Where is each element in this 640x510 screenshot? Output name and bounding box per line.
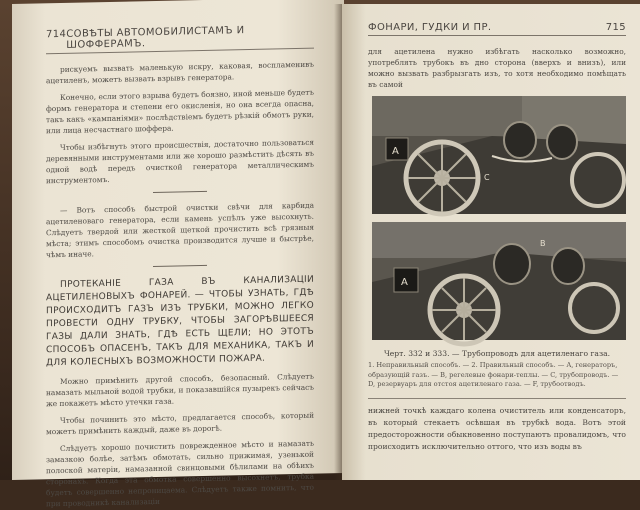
figure-caption	[368, 348, 626, 390]
right-body-paragraph: нижней точкѣ каждаго колена очиститель или конденсаторъ, въ который стекаетъ осѣвшая въ трубкѣ вода. Вотъ этой предосторожности обыкновенно поступаютъ провалидомъ, что происходитъ исключительно оттого, что изъ воды въ	[368, 405, 626, 451]
section-divider	[153, 191, 207, 193]
left-paragraph: Слѣдуетъ хорошо почистить поврежденное мѣсто и намазать замазкою болѣе, затѣмъ обмотать, сильно прижимая, узенькой полоской матеріи, намазанной свинцовыми бѣлилами на обѣихъ сторонахъ. Когда эта обмотка совершенно высохнетъ, трубка будетъ совершенно непроницаема. Слѣдуетъ также помнить, что при проводникѣ канализаціи	[46, 438, 314, 509]
left-running-head	[46, 24, 314, 55]
car-lamp-photo-illustration	[372, 96, 626, 214]
figure-label-c: C	[484, 173, 490, 182]
figure-caption-title: Черт. 332 и 333. — Трубопроводъ для ацетиленаго газа.	[383, 349, 611, 358]
figure-caption-body: 1. Неправильный способъ. — 2. Правильный способъ. — A, генераторъ, образующій газъ. — B, регелевые фонари-теплы. — C, трубопроводъ. — D, резервуаръ для отстоя ацетиленаго газа. — F, трубоотводъ.	[368, 361, 619, 388]
left-paragraph: — Вотъ способъ быстрой очистки свѣчи для карбида ацетиленоваго генератора, если камень успѣлъ уже высохнуть. Слѣдуетъ твердой или жесткой щеткой прочистить всѣ грязныя мѣста; этимъ способомъ очистка производится лучше и быстрѣе, чѣмъ иначе.	[46, 200, 314, 260]
right-running-head	[368, 22, 626, 36]
figure-label-b: B	[540, 239, 546, 248]
figure-label-a: A	[401, 277, 408, 288]
left-page-number: 714	[46, 28, 67, 41]
right-running-head-title: ФОНАРИ, ГУДКИ И ПР.	[368, 22, 492, 33]
left-paragraph: Можно примѣнить другой способъ, безопасный. Слѣдуетъ намазать мыльной водой трубки, и показавшійся пузырекъ сейчасъ же покажетъ мѣсто утечки газа.	[46, 371, 314, 409]
section-title-run-in: — ЧТОБЫ УЗНАТЬ, ГДѢ ПРОИСХОДИТЪ ГАЗЪ ИЗЪ ТРУБКИ, МОЖНО ЛЕГКО ПРОВЕСТИ ОДНУ ТРУБКУ, ЧТОБЫ ЗАГОРѢВШЕЕСЯ ГАЗЫ ДАЛИ ЗНАТЬ, ГДѢ ЕСТЬ ЩЕЛИ; НО ЭТОТЪ СПОСОБЪ ОПАСЕНЪ, ТАКЪ ДЛЯ МЕХАНИКА, ТАКЪ И ДЛЯ КОЛЕСНЫХЪ ВОЗМОЖНОСТИ ПОЖАРА.	[46, 287, 314, 369]
right-page	[342, 4, 640, 480]
left-running-head-title: СОВѢТЫ АВТОМОБИЛИСТАМЪ И ШОФФЕРАМЪ.	[66, 25, 245, 51]
figure-photo-332	[372, 96, 626, 214]
right-top-paragraph: для ацетилена нужно избѣгать насколько возможно, употреблять трубокъ въ дно сторона (вверхъ и внизъ), или можно вызвать разбрызгать изъ, то хотя необходимо помѣщать въ самой	[368, 47, 626, 89]
section-divider	[153, 265, 207, 267]
left-paragraph: Чтобы починить это мѣсто, предлагается способъ, который можетъ примѣнить каждый, даже въ дорогѣ.	[46, 410, 314, 437]
left-page	[12, 0, 344, 509]
car-lamp-photo-illustration	[372, 222, 626, 340]
left-paragraph: Конечно, если этого взрыва будетъ боязно, иной меньше будетъ формъ генератора и степени его окисленія, но она всегда опасна, такъ какъ «кампаніями» послѣдствіемъ будетъ рѣзкій обмотъ руки, или лица несчастнаго шоффера.	[46, 87, 314, 136]
caption-rule	[368, 398, 626, 399]
left-paragraph: рискуемъ вызвать маленькую искру, каковая, воспламенивъ ацетиленъ, можетъ вызвать взрывъ генератора.	[46, 59, 314, 86]
figure-label-a: A	[392, 146, 399, 157]
left-paragraph: Чтобы избѣгнуть этого происшествія, достаточно пользоваться деревянными инструментами или же хорошо размѣстить дѣсять въ одной водѣ передъ очисткой генератора металлическимъ инструментомъ.	[46, 137, 314, 186]
right-page-number: 715	[605, 22, 626, 33]
section-heading-paragraph	[46, 274, 314, 371]
figure-photo-333	[372, 222, 626, 340]
section-title: ПРОТЕКАНІЕ ГАЗА ВЪ КАНАЛИЗАЦІИ АЦЕТИЛЕНОВЫХЪ ФОНАРЕЙ.	[46, 274, 314, 304]
open-book	[12, 4, 640, 509]
